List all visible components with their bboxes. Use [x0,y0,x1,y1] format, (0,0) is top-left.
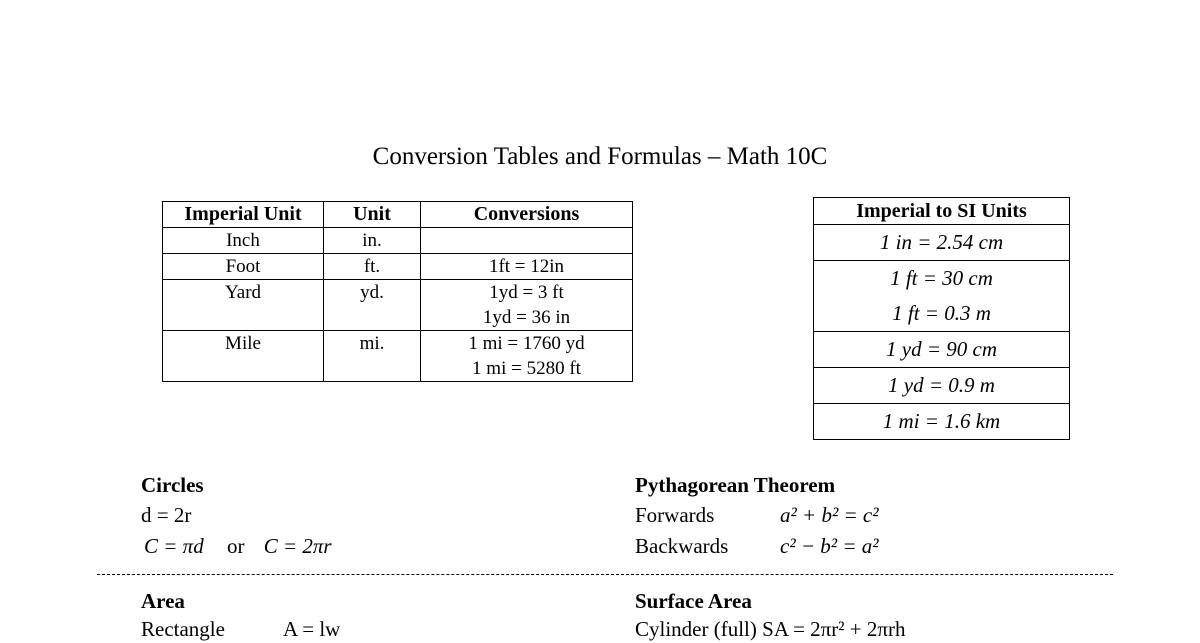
si-conversion: 1 yd = 0.9 m [888,373,995,397]
conversion-cell [421,254,633,280]
conversion-cell [421,228,633,254]
table-row [163,228,633,254]
abbr-cell: yd. [324,280,421,331]
table-row [814,261,1070,332]
circles-heading: Circles [141,473,204,497]
circumference-formula-b: C = 2πr [263,534,332,558]
conversion-line: 1yd = 36 in [482,307,571,328]
si-conversion: 1 in = 2.54 cm [879,230,1004,254]
pythagorean-forwards-formula: a² + b² = c² [780,503,879,527]
unit-cell: Inch [163,228,324,254]
surface-area-cylinder-formula: Cylinder (full) SA = 2πr² + 2πrh [635,617,906,641]
si-cell [814,261,1070,332]
si-cell [814,332,1070,368]
table-header-row [814,198,1070,225]
circumference-formula-a: C = πd [144,534,204,558]
si-conversion: 1 ft = 30 cm [890,266,993,290]
table-header-row [163,202,633,228]
table-row [163,331,633,382]
table-row [814,404,1070,440]
or-text: or [226,534,245,558]
circles-diameter-formula: d = 2r [141,503,192,527]
conversion-line: 1ft = 12in [488,256,565,277]
surface-area-heading: Surface Area [635,589,752,613]
unit-cell: Yard [163,280,324,331]
column-header: Conversions [421,202,633,228]
area-heading: Area [141,589,185,613]
conversion-line: 1 mi = 5280 ft [472,358,581,379]
si-cell [814,368,1070,404]
circles-circumference-line [144,532,332,560]
si-conversion: 1 ft = 0.3 m [892,301,991,325]
si-conversion: 1 yd = 90 cm [886,337,997,361]
table-row [814,332,1070,368]
si-cell [814,225,1070,261]
column-header: Imperial to SI Units [814,198,1070,225]
pythagorean-heading: Pythagorean Theorem [635,473,836,497]
area-rectangle-formula: A = lw [283,617,341,641]
unit-cell: Mile [163,331,324,382]
abbr-cell: ft. [324,254,421,280]
abbr-cell: mi. [324,331,421,382]
pythagorean-forwards-label: Forwards [635,503,715,527]
si-conversion: 1 mi = 1.6 km [882,409,1001,433]
imperial-to-si-table [813,197,1070,440]
table-row [814,225,1070,261]
dashed-divider [97,574,1113,575]
abbr-cell: in. [324,228,421,254]
pythagorean-backwards-formula: c² − b² = a² [780,534,879,558]
conversion-line: 1 mi = 1760 yd [468,333,585,354]
column-header: Unit [324,202,421,228]
conversion-cell [421,280,633,331]
conversion-cell [421,331,633,382]
table-row [163,280,633,331]
conversion-line: 1yd = 3 ft [489,282,564,303]
unit-cell: Foot [163,254,324,280]
si-cell [814,404,1070,440]
imperial-units-table [162,201,633,382]
pythagorean-backwards-label: Backwards [635,534,729,558]
column-header: Imperial Unit [163,202,324,228]
page-title: Conversion Tables and Formulas – Math 10C [372,143,828,170]
table-row [163,254,633,280]
table-row [814,368,1070,404]
area-rectangle-label: Rectangle [141,617,225,641]
